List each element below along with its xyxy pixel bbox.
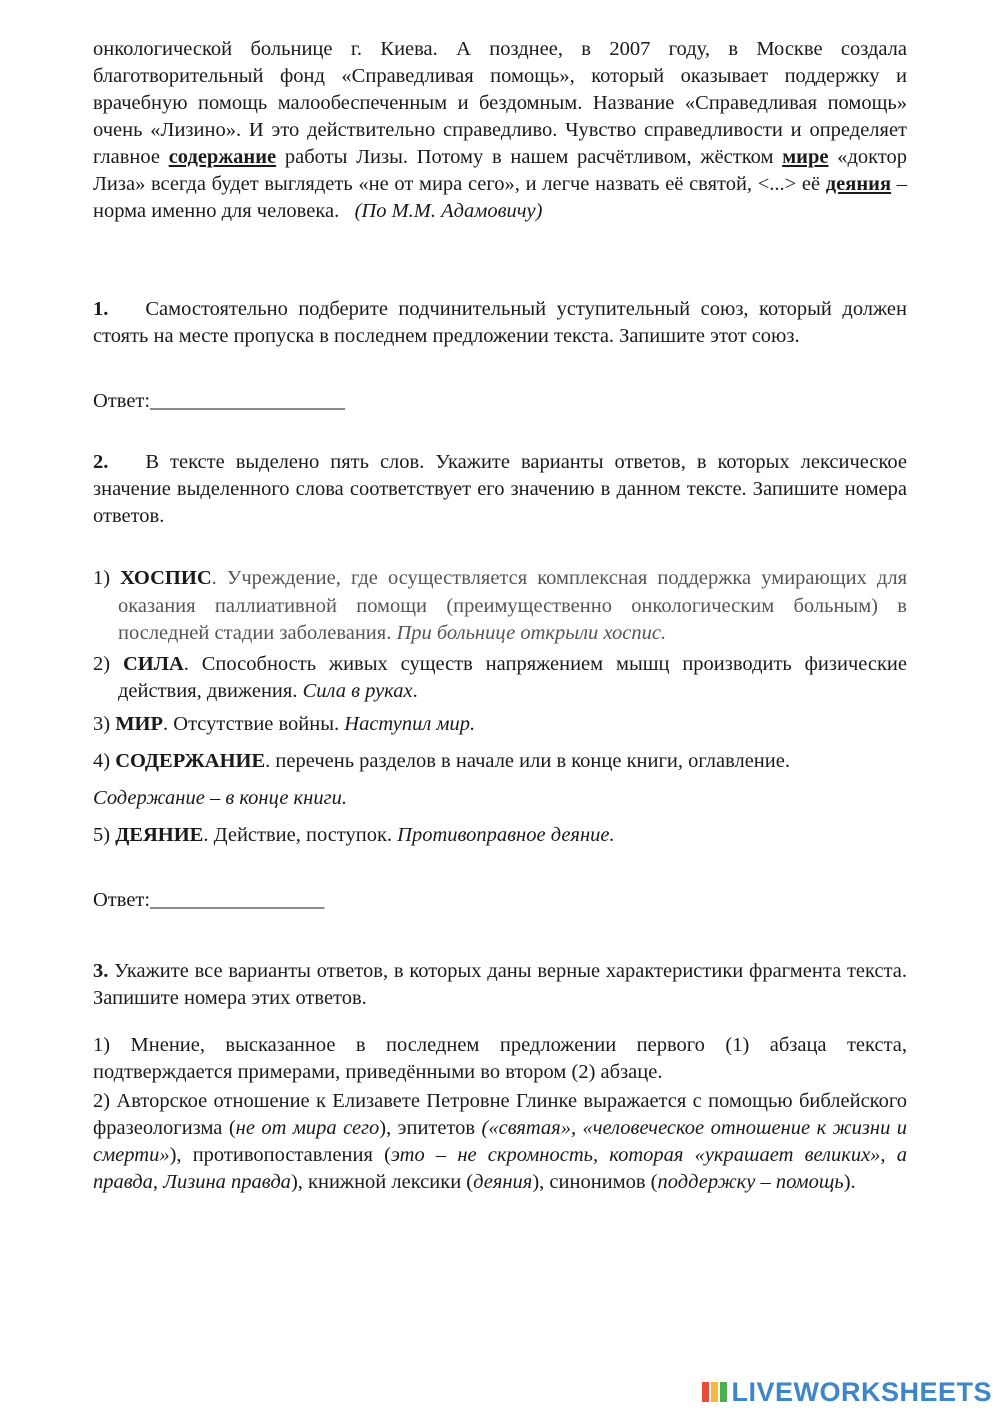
question-number: 2. — [93, 451, 109, 473]
option-5 — [93, 822, 907, 849]
italic-text: («святая», «человеческое отношение к жизни и смерти» — [93, 1116, 908, 1166]
text: ), синонимов ( — [532, 1170, 658, 1193]
option-number: 1) — [93, 567, 111, 589]
passage-line: Чувство справедливости и определяет главное — [93, 119, 908, 168]
italic-text: деяния — [473, 1170, 533, 1193]
passage-line: «доктор Лиза» всегда будет выглядеть «не — [93, 146, 908, 195]
text: ), книжной лексики ( — [290, 1170, 474, 1193]
question-number: 3. — [93, 959, 109, 982]
option-number: 4) — [93, 749, 111, 772]
italic-text: это – не скромность, которая «украшает великих», а правда, Лизина правда — [93, 1143, 907, 1193]
option-tail: . — [412, 679, 418, 702]
passage-line: «Справедливая помощь» очень «Лизино». И это действительно справедливо. — [93, 92, 908, 141]
text: ). — [843, 1170, 856, 1193]
option-3 — [93, 711, 907, 738]
passage-line: от мира сего», и легче назвать её святой, <...> её — [394, 173, 826, 195]
option-word: ДЕЯНИЕ — [115, 823, 204, 846]
option-example: Противоправное деяние. — [397, 823, 615, 846]
passage-line: благотворительный фонд «Справедливая помощь», который оказывает — [93, 65, 769, 87]
worksheet-page — [93, 36, 907, 1196]
italic-text: поддержку – помощь — [657, 1170, 844, 1193]
option-4 — [93, 748, 907, 775]
passage — [93, 36, 907, 252]
logo-icon — [701, 1381, 729, 1403]
logo-text: LIVEWORKSHEETS — [731, 1377, 992, 1407]
passage-line: поддержку и врачебную помощь малообеспеченным и бездомным. Название — [93, 65, 907, 114]
passage-source: (По М.М. Адамовичу) — [354, 200, 543, 222]
passage-line: работы Лизы. Потому — [276, 146, 484, 168]
option-definition: . Способность живых существ напряжением мышц производить физические действия, движения. — [118, 652, 907, 702]
question-text: В тексте выделено пять слов. Укажите варианты ответов, в которых лексическое значение выделенного слова соответствует его значению в данном тексте. Запишите номера ответов. — [93, 451, 907, 527]
passage-line: – норма именно для — [93, 173, 908, 222]
answer-field-2[interactable]: Ответ:_________________ — [93, 888, 325, 911]
option-example: При больнице открыли хоспис. — [396, 622, 667, 644]
option-definition: . Учреждение, где осуществляется комплексная поддержка умирающих для оказания паллиативной помощи (преимущественно онкологическим больным) в последней стадии заболевания. — [118, 567, 908, 644]
option-number: 3) — [93, 712, 111, 735]
option-example: Наступил мир. — [344, 712, 476, 735]
answer-field-1[interactable]: Ответ:___________________ — [93, 390, 345, 412]
passage-line: онкологической больнице г. Киева. А позднее, в 2007 году, в Москве создала — [93, 38, 907, 60]
option-2 — [93, 651, 907, 705]
option-definition: . Отсутствие войны. — [163, 712, 345, 735]
option-4-example: Содержание – в конце книги. — [93, 786, 347, 809]
question-2 — [93, 449, 907, 530]
option-word: СИЛА — [122, 652, 184, 675]
q3-option-2 — [93, 1088, 907, 1196]
option-1 — [93, 565, 907, 648]
highlighted-word-mir: мире — [782, 146, 829, 168]
text: ), противопоставления ( — [169, 1143, 391, 1166]
q3-option-1: 1) Мнение, высказанное в последнем предложении первого (1) абзаца текста, подтверждается примерами, приведёнными во втором (2) абзаце. — [93, 1033, 907, 1083]
text: ), эпитетов — [379, 1116, 482, 1139]
highlighted-word-soderzhanie: содержание — [168, 146, 277, 168]
question-text: Укажите все варианты ответов, в которых даны верные характеристики фрагмента текста. Запишите номера этих ответов. — [93, 959, 907, 1009]
text: 2) Авторское отношение к Елизавете Петровне Глинке выражается с помощью библейского фразеологизма ( — [93, 1089, 907, 1139]
option-number: 5) — [93, 823, 111, 846]
passage-line: человека. — [256, 200, 340, 222]
liveworksheets-logo — [701, 1378, 992, 1406]
option-word: СОДЕРЖАНИЕ — [115, 749, 266, 772]
option-number: 2) — [93, 652, 111, 675]
question-3 — [93, 958, 907, 1012]
question-text: Самостоятельно подберите подчинительный уступительный союз, который должен стоять на месте пропуска в последнем предложении текста. Запишите этот союз. — [93, 298, 907, 347]
option-word: ХОСПИС — [120, 567, 212, 589]
option-word: МИР — [115, 712, 164, 735]
highlighted-word-deyaniya: деяния — [825, 173, 892, 195]
option-definition: . Действие, поступок. — [203, 823, 398, 846]
italic-text: не от мира сего — [235, 1116, 380, 1139]
passage-line: в нашем расчётливом, жёстком — [492, 146, 783, 168]
question-number: 1. — [93, 298, 109, 320]
option-example: Сила в руках — [302, 679, 413, 702]
question-1 — [93, 296, 907, 350]
option-definition: . перечень разделов в начале или в конце книги, оглавление. — [265, 749, 790, 772]
